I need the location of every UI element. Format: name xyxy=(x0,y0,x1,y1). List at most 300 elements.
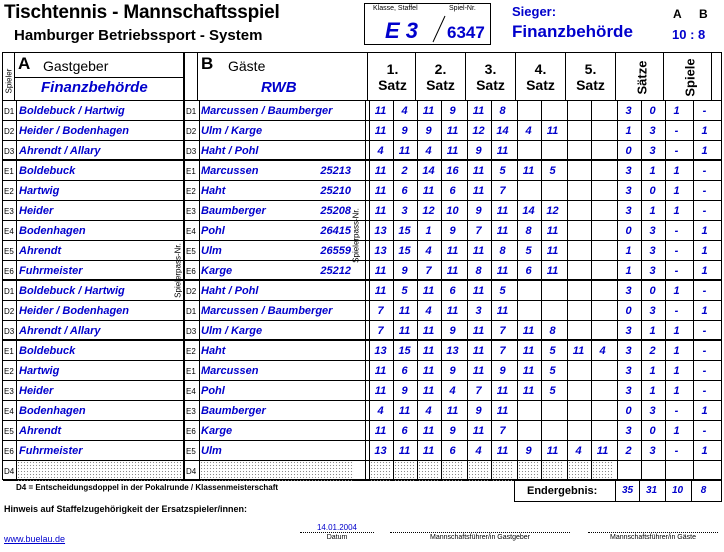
set-score[interactable]: 11 xyxy=(369,281,391,301)
player-a[interactable]: Bodenhagen xyxy=(16,221,181,241)
set-score[interactable] xyxy=(517,461,539,481)
set-score[interactable] xyxy=(591,381,613,401)
set-score[interactable] xyxy=(591,221,613,241)
set-score[interactable]: 11 xyxy=(417,441,439,461)
spielerpass-label-b: Spielerpass-Nr. xyxy=(351,208,361,263)
row-label-b: E6 xyxy=(186,267,196,276)
spiele-score: - xyxy=(693,321,715,341)
player-b[interactable]: Marcussen / Baumberger xyxy=(199,101,354,121)
divider xyxy=(183,141,185,161)
set-score[interactable] xyxy=(567,221,589,241)
set-score[interactable]: 11 xyxy=(369,201,391,221)
set-score[interactable] xyxy=(591,261,613,281)
set-score[interactable]: 9 xyxy=(441,421,463,441)
score-b-label: B xyxy=(699,7,708,21)
set-score[interactable]: 11 xyxy=(417,101,439,121)
set-score[interactable] xyxy=(591,161,613,181)
player-a dotted[interactable] xyxy=(16,461,181,481)
set-score[interactable]: 3 xyxy=(393,201,415,221)
set-score[interactable]: 11 xyxy=(491,261,513,281)
row-label-b: E3 xyxy=(186,407,196,416)
player-a[interactable]: Ahrendt xyxy=(16,421,181,441)
set-score[interactable] xyxy=(591,101,613,121)
set-score[interactable]: 11 xyxy=(467,421,489,441)
row-label-a: E5 xyxy=(4,427,14,436)
set-score[interactable]: 11 xyxy=(491,301,513,321)
table-row xyxy=(3,381,721,401)
player-b[interactable]: Ulm / Karge xyxy=(199,121,354,141)
header-divider xyxy=(663,53,664,101)
player-b[interactable]: Marcussen / Baumberger xyxy=(199,301,354,321)
set-score[interactable]: 11 xyxy=(517,381,539,401)
divider xyxy=(183,361,185,381)
set-score[interactable]: 11 xyxy=(417,381,439,401)
set-score[interactable]: 11 xyxy=(417,341,439,361)
divider xyxy=(365,281,366,301)
player-b[interactable]: Karge xyxy=(199,421,354,441)
set-score[interactable] xyxy=(567,241,589,261)
player-a[interactable]: Boldebuck xyxy=(16,341,181,361)
set-score[interactable]: 11 xyxy=(491,141,513,161)
row-label-b: E2 xyxy=(186,347,196,356)
player-b[interactable]: Baumberger xyxy=(199,201,354,221)
set-score[interactable]: 11 xyxy=(517,361,539,381)
set-score[interactable]: 7 xyxy=(467,381,489,401)
set-score[interactable]: 11 xyxy=(491,201,513,221)
spiele-score: - xyxy=(693,341,715,361)
set-score[interactable] xyxy=(567,321,589,341)
player-a[interactable]: Heider xyxy=(16,381,181,401)
set-score[interactable]: 11 xyxy=(393,321,415,341)
row-label-b: E4 xyxy=(186,227,196,236)
set-score[interactable] xyxy=(517,301,539,321)
set-score[interactable]: 11 xyxy=(467,341,489,361)
spiele-score: - xyxy=(665,221,687,241)
set-score[interactable] xyxy=(417,461,439,481)
set-score[interactable] xyxy=(541,301,563,321)
set-score[interactable]: 11 xyxy=(369,101,391,121)
row-label-a: D1 xyxy=(4,107,15,116)
set-score[interactable]: 11 xyxy=(567,341,589,361)
set-score[interactable]: 11 xyxy=(517,341,539,361)
set-score[interactable]: 13 xyxy=(369,241,391,261)
set-score[interactable]: 11 xyxy=(369,181,391,201)
set-score[interactable]: 9 xyxy=(417,121,439,141)
set-score[interactable]: 11 xyxy=(467,241,489,261)
player-b[interactable]: Haht xyxy=(199,341,354,361)
set-score[interactable]: 11 xyxy=(591,441,613,461)
set-score[interactable] xyxy=(591,281,613,301)
table-row xyxy=(3,341,721,361)
player-a[interactable]: Heider xyxy=(16,201,181,221)
set-score[interactable]: 4 xyxy=(517,121,539,141)
set-score[interactable]: 11 xyxy=(541,121,563,141)
class-match-box xyxy=(364,3,491,45)
saetze-score: 0 xyxy=(641,181,663,201)
set-score[interactable] xyxy=(591,301,613,321)
set-score[interactable] xyxy=(517,101,539,121)
row-label-a: D3 xyxy=(4,327,15,336)
set-score[interactable]: 11 xyxy=(417,361,439,381)
set-score[interactable]: 4 xyxy=(567,441,589,461)
set-score[interactable]: 11 xyxy=(369,261,391,281)
set-score[interactable]: 13 xyxy=(369,441,391,461)
table-row xyxy=(3,141,721,161)
table-row xyxy=(3,301,721,321)
set-score[interactable]: 2 xyxy=(393,161,415,181)
set-score[interactable] xyxy=(567,121,589,141)
set-score[interactable]: 11 xyxy=(467,321,489,341)
set-score[interactable]: 6 xyxy=(393,181,415,201)
set-score[interactable]: 6 xyxy=(441,441,463,461)
set-score[interactable] xyxy=(541,101,563,121)
set-score[interactable]: 11 xyxy=(541,261,563,281)
set-score[interactable]: 9 xyxy=(491,361,513,381)
set-score[interactable]: 11 xyxy=(491,221,513,241)
set-score[interactable] xyxy=(541,421,563,441)
set-score[interactable] xyxy=(517,401,539,421)
set-score[interactable]: 11 xyxy=(541,241,563,261)
set-score[interactable]: 4 xyxy=(393,101,415,121)
set-score[interactable]: 11 xyxy=(467,361,489,381)
set-score[interactable]: 12 xyxy=(541,201,563,221)
set-score[interactable]: 8 xyxy=(541,321,563,341)
set-score[interactable]: 11 xyxy=(517,161,539,181)
set-score[interactable]: 7 xyxy=(491,321,513,341)
set-score[interactable] xyxy=(567,141,589,161)
player-b[interactable]: Ulm / Karge xyxy=(199,321,354,341)
player-a[interactable]: Heider / Bodenhagen xyxy=(16,301,181,321)
set-score[interactable] xyxy=(591,241,613,261)
set-score[interactable]: 11 xyxy=(417,421,439,441)
endergebnis-value: 31 xyxy=(639,481,663,501)
spiele-score: - xyxy=(693,201,715,221)
set-score[interactable]: 5 xyxy=(393,281,415,301)
satz-header-1 xyxy=(367,53,417,101)
set-score[interactable] xyxy=(591,141,613,161)
set-score[interactable]: 9 xyxy=(441,221,463,241)
set-score[interactable]: 10 xyxy=(441,201,463,221)
table-row xyxy=(3,101,721,121)
set-score[interactable]: 13 xyxy=(369,341,391,361)
set-score[interactable]: 14 xyxy=(517,201,539,221)
set-score[interactable]: 3 xyxy=(467,301,489,321)
divider xyxy=(365,301,366,321)
player-a[interactable]: Bodenhagen xyxy=(16,401,181,421)
set-score[interactable]: 16 xyxy=(441,161,463,181)
set-score[interactable]: 11 xyxy=(441,261,463,281)
table-row xyxy=(3,161,721,181)
set-score[interactable]: 11 xyxy=(369,121,391,141)
set-score[interactable]: 11 xyxy=(417,181,439,201)
player-b[interactable]: Haht / Pohl xyxy=(199,141,354,161)
set-score[interactable]: 6 xyxy=(441,181,463,201)
set-score[interactable] xyxy=(567,361,589,381)
table-row xyxy=(3,361,721,381)
set-score[interactable]: 8 xyxy=(491,101,513,121)
set-score[interactable] xyxy=(541,461,563,481)
set-score[interactable]: 11 xyxy=(491,401,513,421)
player-b[interactable]: Pohl xyxy=(199,221,354,241)
set-score[interactable] xyxy=(567,201,589,221)
set-score[interactable] xyxy=(591,401,613,421)
set-score[interactable]: 7 xyxy=(369,301,391,321)
set-score[interactable] xyxy=(517,281,539,301)
row-label-b: D3 xyxy=(186,327,197,336)
set-score[interactable]: 6 xyxy=(517,261,539,281)
set-score[interactable]: 11 xyxy=(417,281,439,301)
website-link[interactable]: www.buelau.de xyxy=(4,534,66,544)
set-score[interactable]: 11 xyxy=(491,381,513,401)
set-score[interactable]: 6 xyxy=(393,361,415,381)
set-score[interactable]: 5 xyxy=(541,381,563,401)
set-score[interactable] xyxy=(567,301,589,321)
set-score[interactable]: 11 xyxy=(441,121,463,141)
set-score[interactable]: 9 xyxy=(441,361,463,381)
set-score[interactable]: 9 xyxy=(393,121,415,141)
spiele-score: 1 xyxy=(665,181,687,201)
divider xyxy=(183,341,185,361)
set-score[interactable] xyxy=(591,421,613,441)
set-score[interactable] xyxy=(541,141,563,161)
set-score[interactable]: 5 xyxy=(491,161,513,181)
player-a[interactable]: Hartwig xyxy=(16,181,181,201)
set-score[interactable] xyxy=(567,101,589,121)
slash-divider xyxy=(431,14,447,44)
set-score[interactable]: 14 xyxy=(417,161,439,181)
set-score[interactable] xyxy=(517,181,539,201)
set-score[interactable]: 7 xyxy=(491,181,513,201)
signature-gastgeber: Mannschaftsführer/in Gastgeber xyxy=(390,532,570,541)
spiele-score: 1 xyxy=(665,381,687,401)
set-score[interactable]: 9 xyxy=(441,321,463,341)
set-score[interactable]: 11 xyxy=(441,141,463,161)
player-b[interactable]: Ulm xyxy=(199,241,354,261)
divider xyxy=(183,381,185,401)
saetze-score: 1 xyxy=(617,121,639,141)
set-score[interactable]: 4 xyxy=(417,141,439,161)
set-score[interactable] xyxy=(541,281,563,301)
player-b[interactable]: Baumberger xyxy=(199,401,354,421)
set-score[interactable]: 11 xyxy=(441,241,463,261)
set-score[interactable] xyxy=(591,121,613,141)
player-a[interactable]: Boldebuck xyxy=(16,161,181,181)
set-score[interactable]: 4 xyxy=(591,341,613,361)
set-score[interactable]: 4 xyxy=(417,301,439,321)
row-label-a: E1 xyxy=(4,347,14,356)
set-score[interactable] xyxy=(517,421,539,441)
set-score[interactable]: 11 xyxy=(393,141,415,161)
set-score[interactable] xyxy=(567,421,589,441)
set-score[interactable]: 4 xyxy=(369,401,391,421)
set-score[interactable] xyxy=(591,321,613,341)
divider xyxy=(183,161,185,181)
divider xyxy=(365,341,366,361)
set-score[interactable]: 5 xyxy=(517,241,539,261)
set-score[interactable] xyxy=(567,381,589,401)
set-score[interactable]: 5 xyxy=(541,341,563,361)
set-score[interactable]: 8 xyxy=(491,241,513,261)
player-a[interactable]: Heider / Bodenhagen xyxy=(16,121,181,141)
player-b[interactable]: Haht / Pohl xyxy=(199,281,354,301)
spielerpass-nr: 25208 xyxy=(320,205,351,217)
spielerpass-nr xyxy=(303,461,351,481)
set-score[interactable]: 4 xyxy=(417,241,439,261)
player-b[interactable]: Marcussen xyxy=(199,161,354,181)
table-header xyxy=(3,53,721,101)
set-score[interactable]: 11 xyxy=(491,441,513,461)
set-score[interactable]: 11 xyxy=(441,401,463,421)
row-label-a: E3 xyxy=(4,387,14,396)
player-a[interactable]: Ahrendt / Allary xyxy=(16,321,181,341)
signature-gaeste: Mannschaftsführer/in Gäste xyxy=(588,532,718,541)
set-score[interactable]: 11 xyxy=(467,161,489,181)
set-score[interactable]: 11 xyxy=(467,281,489,301)
player-a[interactable]: Fuhrmeister xyxy=(16,441,181,461)
set-score[interactable] xyxy=(541,401,563,421)
set-score[interactable]: 11 xyxy=(541,441,563,461)
player-b[interactable]: Marcussen xyxy=(199,361,354,381)
set-score[interactable] xyxy=(567,461,589,481)
set-score[interactable]: 11 xyxy=(369,381,391,401)
set-score[interactable]: 14 xyxy=(491,121,513,141)
set-score[interactable] xyxy=(567,281,589,301)
spiele-score: 1 xyxy=(665,341,687,361)
saetze-score: 3 xyxy=(617,341,639,361)
row-label-a: D1 xyxy=(4,287,15,296)
set-score[interactable] xyxy=(467,461,489,481)
set-score[interactable]: 11 xyxy=(441,301,463,321)
set-score[interactable]: 7 xyxy=(491,341,513,361)
set-score[interactable]: 6 xyxy=(393,421,415,441)
set-score[interactable]: 9 xyxy=(467,141,489,161)
set-score[interactable]: 9 xyxy=(517,441,539,461)
player-a[interactable]: Ahrendt / Allary xyxy=(16,141,181,161)
set-score[interactable]: 1 xyxy=(417,221,439,241)
satz-number: 1. xyxy=(386,61,399,77)
set-score[interactable]: 4 xyxy=(467,441,489,461)
player-b[interactable]: Haht xyxy=(199,181,354,201)
set-score[interactable]: 15 xyxy=(393,341,415,361)
set-score[interactable]: 8 xyxy=(517,221,539,241)
set-score[interactable]: 9 xyxy=(467,201,489,221)
set-score[interactable]: 13 xyxy=(441,341,463,361)
set-score[interactable]: 11 xyxy=(369,361,391,381)
set-score[interactable]: 11 xyxy=(393,401,415,421)
table-row xyxy=(3,441,721,461)
set-score[interactable]: 11 xyxy=(541,221,563,241)
set-score[interactable] xyxy=(369,461,391,481)
set-score[interactable] xyxy=(567,401,589,421)
set-score[interactable] xyxy=(441,461,463,481)
set-score[interactable]: 9 xyxy=(467,401,489,421)
set-score[interactable]: 11 xyxy=(417,321,439,341)
player-b[interactable]: Pohl xyxy=(199,381,354,401)
spielerpass-nr xyxy=(303,141,351,161)
table-row xyxy=(3,321,721,341)
set-score[interactable]: 11 xyxy=(467,101,489,121)
set-score[interactable]: 6 xyxy=(441,281,463,301)
set-score[interactable] xyxy=(591,461,613,481)
set-score[interactable]: 11 xyxy=(467,181,489,201)
set-score[interactable] xyxy=(567,261,589,281)
player-a[interactable]: Hartwig xyxy=(16,361,181,381)
player-a[interactable]: Fuhrmeister xyxy=(16,261,181,281)
set-score[interactable]: 7 xyxy=(417,261,439,281)
set-score[interactable]: 4 xyxy=(417,401,439,421)
set-score[interactable] xyxy=(517,141,539,161)
set-score[interactable]: 12 xyxy=(417,201,439,221)
endergebnis-label: Endergebnis: xyxy=(527,485,598,497)
set-score[interactable]: 9 xyxy=(393,261,415,281)
set-score[interactable]: 7 xyxy=(491,421,513,441)
set-score[interactable]: 9 xyxy=(441,101,463,121)
row-label-a: E3 xyxy=(4,207,14,216)
set-score[interactable]: 11 xyxy=(369,161,391,181)
set-score[interactable]: 4 xyxy=(441,381,463,401)
set-score[interactable]: 5 xyxy=(491,281,513,301)
spiele-score: 1 xyxy=(665,201,687,221)
table-row xyxy=(3,121,721,141)
set-score[interactable]: 15 xyxy=(393,221,415,241)
set-score[interactable] xyxy=(591,201,613,221)
divider xyxy=(365,181,366,201)
set-score[interactable] xyxy=(393,461,415,481)
saetze-score: 3 xyxy=(617,101,639,121)
set-score[interactable] xyxy=(541,181,563,201)
set-score[interactable] xyxy=(567,181,589,201)
saetze-score: 0 xyxy=(617,301,639,321)
set-score[interactable] xyxy=(567,161,589,181)
set-score[interactable]: 7 xyxy=(467,221,489,241)
set-score[interactable]: 7 xyxy=(369,321,391,341)
saetze-score: 0 xyxy=(641,281,663,301)
set-score[interactable]: 9 xyxy=(393,381,415,401)
saetze-score: 0 xyxy=(617,401,639,421)
set-score[interactable]: 5 xyxy=(541,361,563,381)
datum-label: Datum xyxy=(300,532,374,541)
player-b[interactable]: Ulm xyxy=(199,441,354,461)
player-a[interactable]: Boldebuck / Hartwig xyxy=(16,101,181,121)
set-score[interactable]: 5 xyxy=(541,161,563,181)
header-divider xyxy=(711,53,712,101)
row-label-a: E6 xyxy=(4,447,14,456)
set-score[interactable]: 15 xyxy=(393,241,415,261)
set-score[interactable]: 11 xyxy=(369,421,391,441)
satz-label: Satz xyxy=(576,77,605,93)
score-a-label: A xyxy=(673,7,682,21)
saetze-score: 0 xyxy=(617,221,639,241)
player-b[interactable]: Karge xyxy=(199,261,354,281)
set-score[interactable]: 13 xyxy=(369,221,391,241)
spielerpass-nr: 25210 xyxy=(320,185,351,197)
player-a[interactable]: Ahrendt xyxy=(16,241,181,261)
satz-header-3 xyxy=(465,53,515,101)
satz-header-5 xyxy=(565,53,615,101)
set-score[interactable] xyxy=(491,461,513,481)
satz-number: 3. xyxy=(484,61,497,77)
player-a[interactable]: Boldebuck / Hartwig xyxy=(16,281,181,301)
set-score[interactable]: 12 xyxy=(467,121,489,141)
set-score[interactable] xyxy=(591,181,613,201)
set-score[interactable]: 4 xyxy=(369,141,391,161)
set-score[interactable]: 11 xyxy=(517,321,539,341)
set-score[interactable]: 8 xyxy=(467,261,489,281)
set-score[interactable] xyxy=(591,361,613,381)
set-score[interactable]: 11 xyxy=(393,301,415,321)
set-score[interactable]: 11 xyxy=(393,441,415,461)
spielerpass-nr: 25212 xyxy=(320,265,351,277)
